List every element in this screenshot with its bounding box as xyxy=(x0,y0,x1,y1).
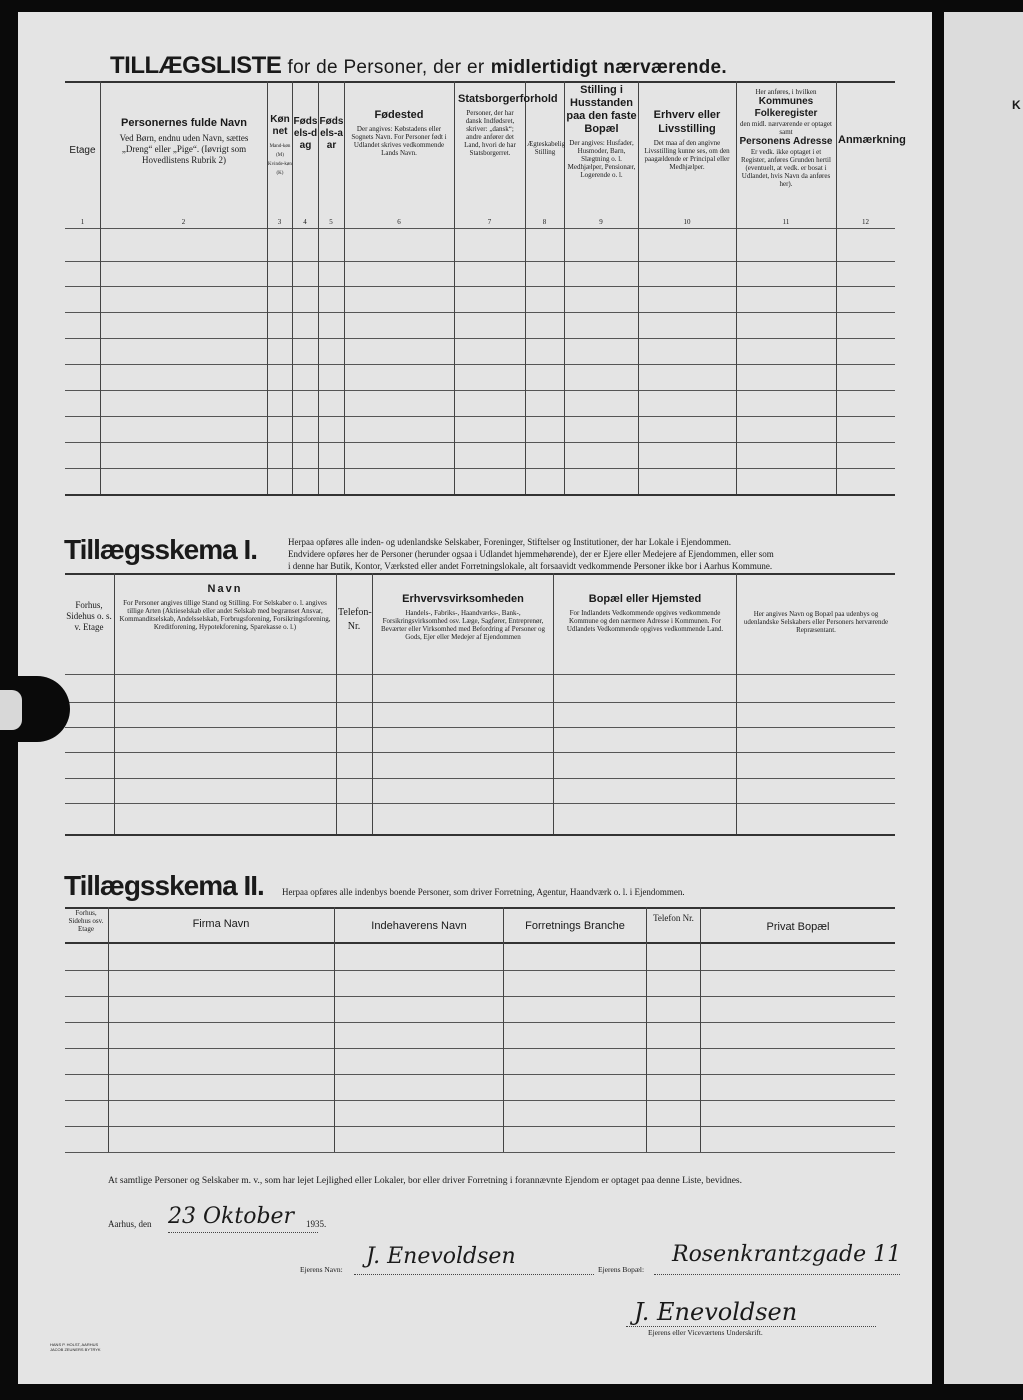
torn-edge-paper xyxy=(0,690,22,730)
s2-col-etage: Forhus, Sidehus osv. Etage xyxy=(68,909,104,933)
owner-name-label: Ejerens Navn: xyxy=(300,1265,343,1274)
col-stilling: Stilling i Husstanden paa den faste Bopæl Der angives: Husfader, Husmoder, Barn, Slægtning o. l. Medhjælper, Pensionær, Logerende o. l. xyxy=(566,84,637,179)
col-num: 12 xyxy=(862,218,869,226)
main-title: TILLÆGSLISTE for de Personer, der er midlertidigt nærværende. xyxy=(110,52,727,79)
skema1-title: Tillægsskema I. xyxy=(64,534,258,565)
col-anmaerkning: Anmærkning xyxy=(838,134,906,146)
adjacent-page xyxy=(944,12,1023,1384)
col-num: 9 xyxy=(599,218,603,226)
form-page xyxy=(18,12,932,1384)
col-num: 11 xyxy=(782,218,790,226)
s1-col-erhverv: Erhvervsvirksomheden Handels-, Fabriks-, Haandværks-, Bank-, Forsikringsvirksomhed osv. Læge, Sagfører, Entreprenør, Beværter eller Virksomhed med Befordring af Personer og Gods, Ejer eller Medejer af Ejendommen xyxy=(380,593,546,641)
col-num: 4 xyxy=(303,218,307,226)
col-num: 6 xyxy=(397,218,401,226)
printer-imprint: HANS P. HOLST, AARHUS JACOB ZEUNERS BYTRYK xyxy=(50,1342,101,1352)
col-statsborger: Statsborgerforhold Personer, der har dansk Indfødsret, skriver: „dansk“; andre anfører det Land, hvori de har Statsborgerret. xyxy=(458,93,558,157)
skema1-description: Herpaa opføres alle inden- og udenlandske Selskaber, Foreninger, Stiftelser og Institutioner, der har Lokale i Ejendommen. Endvidere opføres her de Personer (herunder ogsaa i Udlandet hjemmehørende), der er Ejere eller Medejere af Ejendommen, eller som i denne har Butik, Kontor, Værksted eller andet Forretningslokale, alt forsaavidt vedkommende Personer ikke bor i Aarhus Kommune. xyxy=(288,537,774,571)
col-aegteskab: Ægteskabelig Stilling xyxy=(527,140,566,156)
s2-col-telefon: Telefon Nr. xyxy=(653,913,694,923)
handwritten-signature: J. Enevoldsen xyxy=(634,1298,798,1326)
handwritten-date: 23 Oktober xyxy=(168,1204,295,1229)
footer-city: Aarhus, den xyxy=(108,1219,152,1229)
s2-col-indehaver: Indehaverens Navn xyxy=(371,920,467,932)
col-num: 1 xyxy=(80,218,85,226)
col-koennet: Kønnet Mand-køn (M) Kvinde-køn (K) xyxy=(268,114,292,176)
col-num: 7 xyxy=(487,218,492,226)
footer-year: 1935. xyxy=(306,1219,327,1229)
col-foedselsdag: Fødsels-dag xyxy=(293,116,318,151)
col-foedested: Fødested Der angives: Købstadens eller Sognets Navn. For Personer født i Udlandet skrives vedkommende Lands Navn. xyxy=(351,109,447,157)
col-num: 5 xyxy=(329,218,333,226)
s1-col-bopael: Bopæl eller Hjemsted For Indlandets Vedkommende opgives vedkommende Kommune og den nærmere Adresse i Kommunen. For Udlandets Vedkommende opgives vedkommende Land. xyxy=(566,593,724,633)
s1-col-telefon: Telefon-Nr. xyxy=(338,607,372,632)
owner-address-label: Ejerens Bopæl: xyxy=(598,1265,645,1274)
s2-col-bopael: Privat Bopæl xyxy=(766,921,830,933)
s1-col-etage: Forhus, Sidehus o. s. v. Etage xyxy=(66,600,112,632)
s2-col-firma: Firma Navn xyxy=(192,918,250,930)
s1-col-repraesentant: Her angives Navn og Bopæl paa udenbys og udenlandske Selskabers eller Personers herværende Repræsentant. xyxy=(743,610,889,634)
skema2-description: Herpaa opføres alle indenbys boende Personer, som driver Forretning, Agentur, Haandværk o. l. i Ejendommen. xyxy=(282,887,685,897)
col-navn: Personernes fulde Navn Ved Børn, endnu uden Navn, sættes „Dreng“ eller „Pige“. (Iøvrigt som Hovedlistens Rubrik 2) xyxy=(119,117,249,165)
footer-statement: At samtlige Personer og Selskaber m. v., som har lejet Lejlighed eller Lokaler, bor eller driver Forretning i forannævnte Ejendom er optaget paa denne Liste, bevidnes. xyxy=(108,1176,742,1186)
s1-col-navn: Navn For Personer angives tillige Stand og Stilling. For Selskaber o. l. angives tillige Arten (Aktieselskab eller andet Selskab med begrænset Ansvar, Kommanditselskab, Andelsselskab, Forbrugsforening, Forsikringsforening, Kreditforening, Hypotekforening, Sparekasse o. l.) xyxy=(119,583,331,631)
col-foedselsaar: Fødsels-aar xyxy=(319,116,344,151)
adjacent-page-fragment: K xyxy=(1012,98,1021,112)
handwritten-owner-address: Rosenkrantzgade 11 xyxy=(672,1242,902,1267)
col-erhverv: Erhverv eller Livsstilling Det maa af den angivne Livsstilling kunne ses, om den paagældende er Principal eller Medhjælper. xyxy=(644,109,730,171)
skema2-title: Tillægsskema II. xyxy=(64,870,264,901)
handwritten-owner-name: J. Enevoldsen xyxy=(366,1244,516,1269)
signature-label: Ejerens eller Viceværtens Underskrift. xyxy=(648,1328,763,1337)
col-folkeregister: Her anføres, i hvilken Kommunes Folkeregister den midl. nærværende er optaget samt Personens Adresse Er vedk. ikke optaget i et Register, anføres Grunden hertil (eventuelt, at vedk. er bosat i Udlandet, hvis Navn da anføres her). xyxy=(739,88,833,188)
col-etage: Etage xyxy=(69,145,96,156)
col-num: 10 xyxy=(683,218,691,226)
s2-col-branche: Forretnings Branche xyxy=(525,920,625,932)
col-num: 8 xyxy=(542,218,547,226)
col-num: 3 xyxy=(277,218,282,226)
col-num: 2 xyxy=(181,218,186,226)
